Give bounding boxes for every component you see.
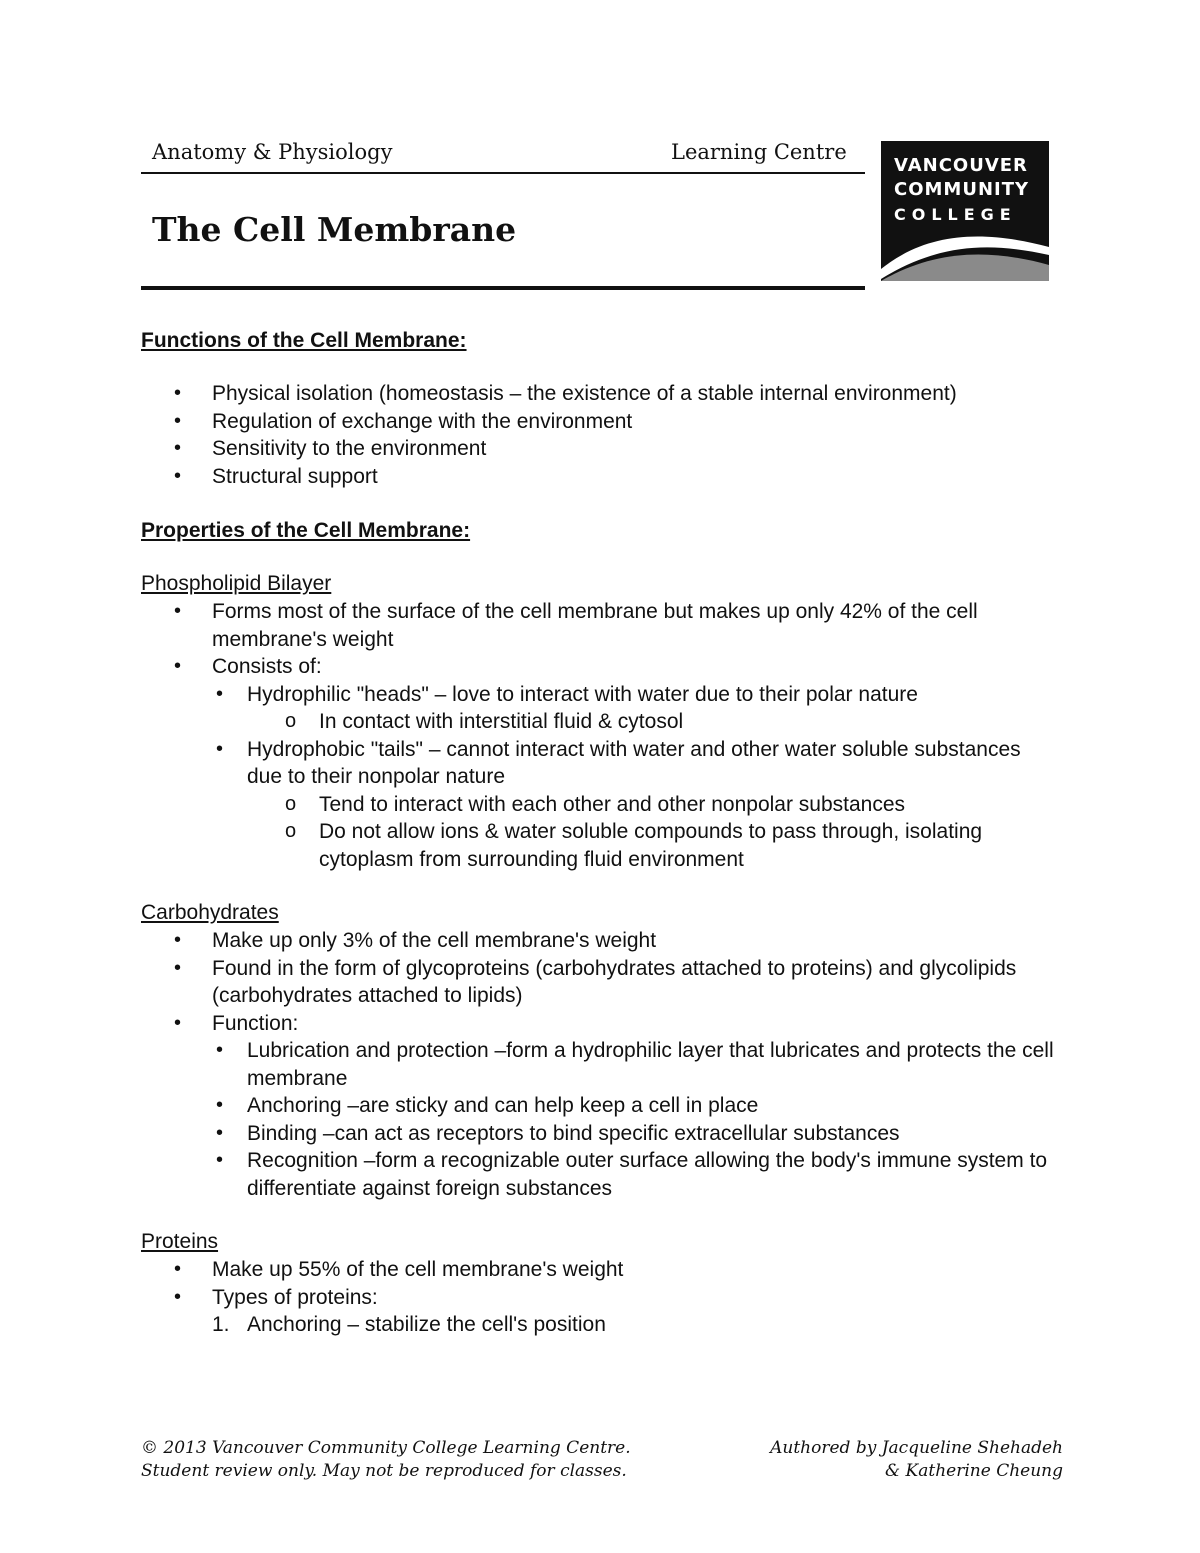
- list-item: [141, 653, 1061, 681]
- list-item-label: Anchoring – stabilize the cell's position: [247, 1313, 606, 1336]
- list-item: [212, 1311, 1061, 1339]
- header-subject: Anatomy & Physiology: [152, 140, 393, 164]
- list-item-label: Consists of:: [212, 655, 322, 678]
- header-rule: [141, 172, 865, 174]
- list-item: [212, 681, 1061, 736]
- phospholipid-list: [141, 598, 1061, 681]
- proteins-list: [141, 1256, 1061, 1311]
- list-item: • Function:: [141, 1010, 1061, 1038]
- footer-line: Student review only. May not be reproduced for classes.: [141, 1461, 627, 1481]
- list-item: • Sensitivity to the environment: [141, 435, 1061, 463]
- footer-copyright: [141, 1437, 631, 1483]
- list-item: • Binding –can act as receptors to bind specific extracellular substances: [212, 1120, 1061, 1148]
- list-item: o Tend to interact with each other and other nonpolar substances: [283, 791, 1061, 819]
- logo-line-1: VANCOUVER: [894, 155, 1028, 176]
- list-item: o In contact with interstitial fluid & cytosol: [283, 708, 1061, 736]
- list-item: • Types of proteins:: [141, 1284, 1061, 1312]
- list-item: • Anchoring –are sticky and can help keep a cell in place: [212, 1092, 1061, 1120]
- carbohydrates-list: [141, 927, 1061, 1037]
- logo-line-2: COMMUNITY: [894, 179, 1030, 200]
- list-item: • Recognition –form a recognizable outer surface allowing the body's immune system to differentiate against foreign substances: [212, 1147, 1061, 1202]
- list-item: • Lubrication and protection –form a hydrophilic layer that lubricates and protects the cell membrane: [212, 1037, 1061, 1092]
- footer-authors: [700, 1437, 1063, 1483]
- title-rule: [141, 286, 865, 290]
- list-item: • Make up only 3% of the cell membrane's weight: [141, 927, 1061, 955]
- carbohydrate-functions-list: [141, 1037, 1061, 1202]
- functions-list: [141, 380, 1061, 490]
- proteins-heading: Proteins: [141, 1230, 219, 1253]
- footer-line: © 2013 Vancouver Community College Learning Centre.: [141, 1438, 631, 1458]
- list-item: o Do not allow ions & water soluble compounds to pass through, isolating cytoplasm from surrounding fluid environment: [283, 818, 1061, 873]
- logo-line-3: COLLEGE: [894, 205, 1017, 224]
- list-item: • Regulation of exchange with the environment: [141, 408, 1061, 436]
- list-item-number: 1.: [212, 1313, 230, 1336]
- list-item-label: Hydrophilic "heads" – love to interact with water due to their polar nature: [247, 682, 918, 706]
- list-item: • Physical isolation (homeostasis – the existence of a stable internal environment): [141, 380, 1061, 408]
- list-item: • Forms most of the surface of the cell membrane but makes up only 42% of the cell membrane's weight: [141, 598, 1061, 653]
- footer-line: Authored by Jacqueline Shehadeh: [770, 1438, 1063, 1458]
- list-item: • Found in the form of glycoproteins (carbohydrates attached to proteins) and glycolipids (carbohydrates attached to lipids): [141, 955, 1061, 1010]
- logo-wave-icon: [881, 141, 1049, 281]
- main-content: [141, 326, 1061, 1339]
- properties-heading: Properties of the Cell Membrane:: [141, 519, 471, 542]
- tails-sublist: [212, 791, 1061, 874]
- carbohydrates-heading: Carbohydrates: [141, 901, 279, 924]
- phospholipid-heading: Phospholipid Bilayer: [141, 572, 332, 595]
- phospholipid-sublist: [141, 681, 1061, 874]
- protein-types-list: [141, 1311, 1061, 1339]
- page-title: The Cell Membrane: [152, 210, 517, 249]
- list-item: • Make up 55% of the cell membrane's weight: [141, 1256, 1061, 1284]
- functions-heading: Functions of the Cell Membrane:: [141, 329, 467, 352]
- list-item: [212, 736, 1061, 874]
- list-item: • Structural support: [141, 463, 1061, 491]
- heads-sublist: [212, 708, 1061, 736]
- footer-line: & Katherine Cheung: [885, 1461, 1063, 1481]
- list-item-label: Hydrophobic "tails" – cannot interact with water and other water soluble substances due to their nonpolar nature: [247, 737, 1021, 788]
- header-centre: Learning Centre: [671, 140, 847, 164]
- vcc-logo: [881, 141, 1049, 281]
